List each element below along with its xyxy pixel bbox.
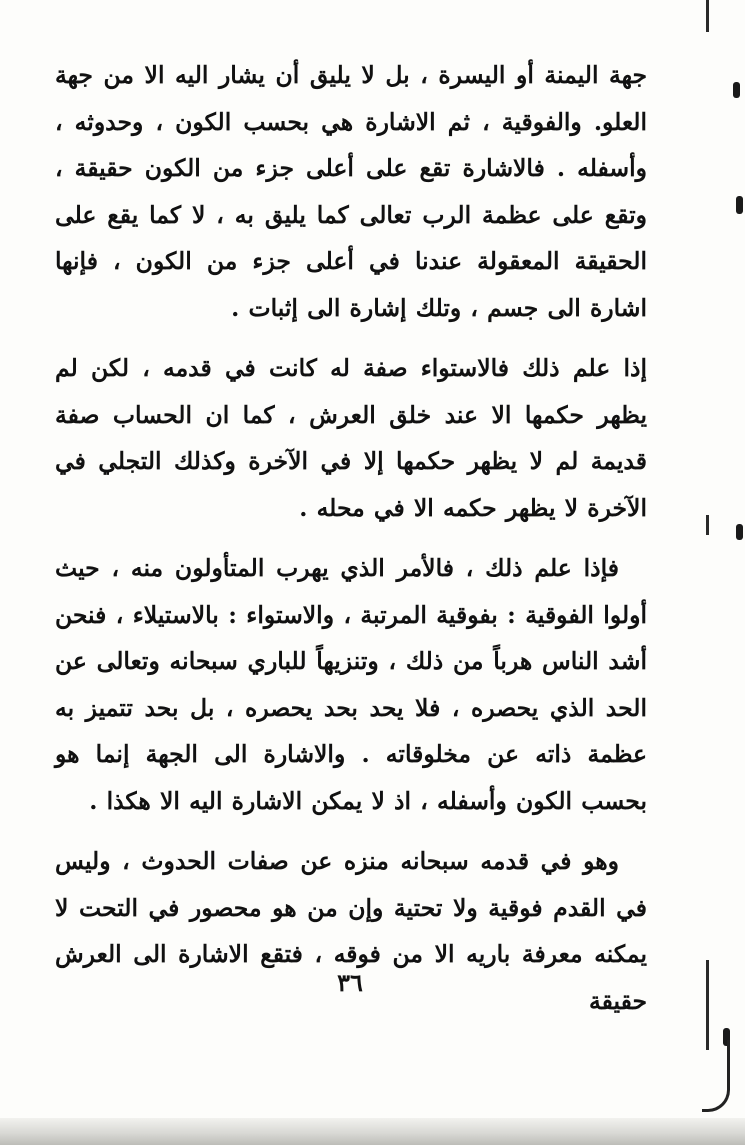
paragraph-4: وهو في قدمه سبحانه منزه عن صفات الحدوث ، وليس في القدم فوقية ولا تحتية وإن من هو محصور في التحت لا يمكنه معرفة باريه الا من فوقه ، فتقع الاشارة الى العرش حقيقة (55, 847, 647, 1015)
page-number: ٣٦ (337, 968, 363, 997)
binding-edge-line (706, 0, 709, 32)
margin-ink-mark (736, 524, 743, 540)
paragraph-3: فإذا علم ذلك ، فالأمر الذي يهرب المتأولون منه ، حيث أولوا الفوقية : بفوقية المرتبة ، والاستواء : بالاستيلاء ، فنحن أشد الناس هرباً من ذلك ، وتنزيهاً للباري سبحانه وتعالى عن الحد الذي يحصره ، فلا يحد بحد يحصره ، بل بحد تتميز به عظمة ذاته عن مخلوقاته . والاشارة الى الجهة إنما هو بحسب الكون وأسفله ، اذ لا يمكن الاشارة اليه الا هكذا . (55, 554, 647, 815)
margin-ink-mark (736, 196, 743, 214)
margin-ink-mark (733, 82, 740, 98)
paragraph-2: إذا علم ذلك فالاستواء صفة له كانت في قدمه ، لكن لم يظهر حكمها الا عند خلق العرش ، كما ان الحساب صفة قديمة لم لا يظهر حكمها إلا في الآخرة وكذلك التجلي في الآخرة لا يظهر حكمه الا في محله . (55, 354, 647, 522)
binding-edge-line (706, 960, 709, 1050)
paragraph-1: جهة اليمنة أو اليسرة ، بل لا يليق أن يشار اليه الا من جهة العلو. والفوقية ، ثم الاشارة هي بحسب الكون ، وحدوثه ، وأسفله . فالاشارة تقع على أعلى جزء من الكون حقيقة ، وتقع على عظمة الرب تعالى كما يليق به ، لا كما يقع على الحقيقة المعقولة عندنا في أعلى جزء من الكون ، فإنها اشارة الى جسم ، وتلك إشارة الى إثبات . (55, 61, 647, 322)
page-bottom-edge (0, 1118, 745, 1145)
body-text (55, 52, 647, 1024)
page-corner-curve (702, 1040, 730, 1112)
binding-edge-line (706, 515, 709, 535)
